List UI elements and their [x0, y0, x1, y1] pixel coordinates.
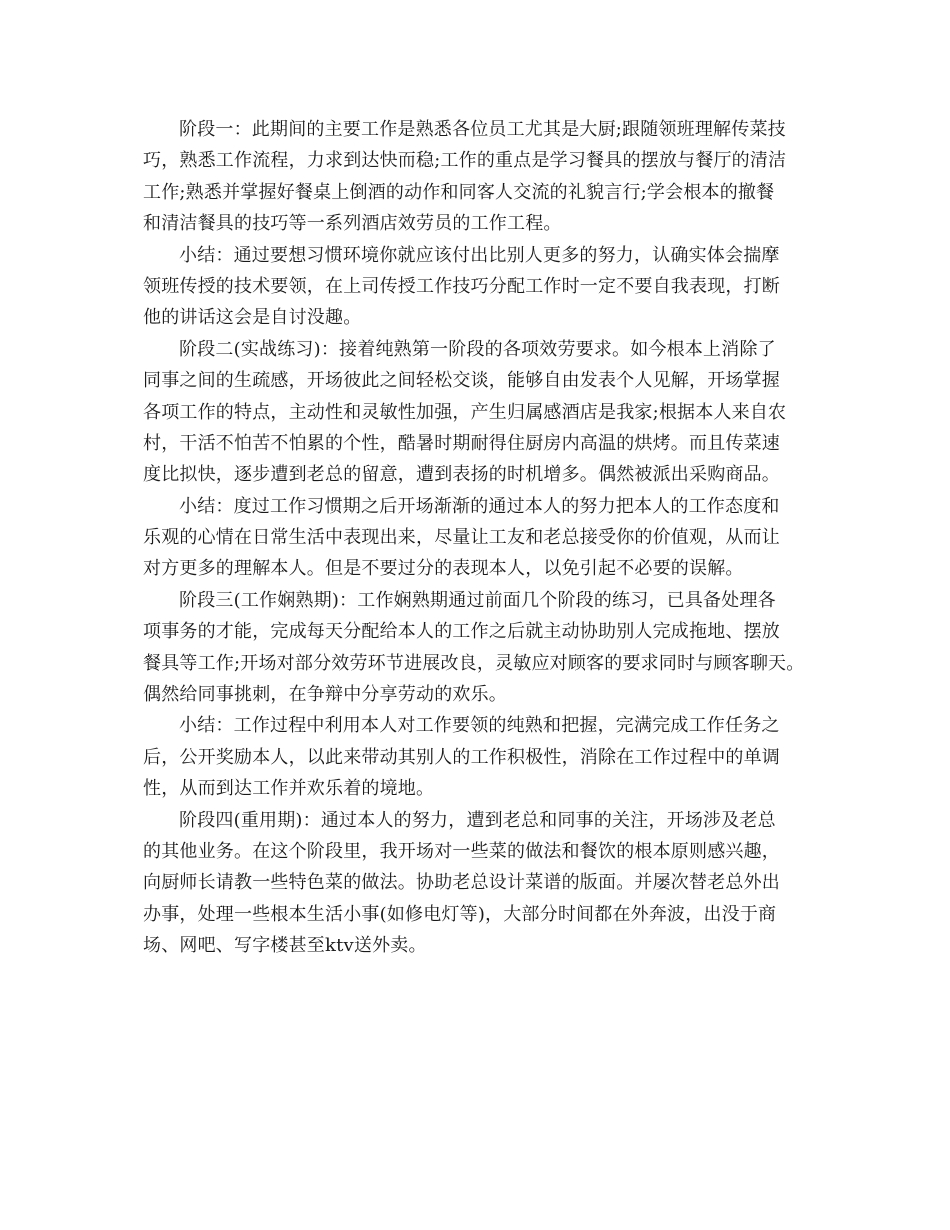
paragraph-stage-2-line: 村，干活不怕苦不怕累的个性，酷暑时期耐得住厨房内高温的烘烤。而且传菜速 — [143, 432, 780, 454]
paragraph-stage-4-line: 办事，处理一些根本生活小事(如修电灯等)，大部分时间都在外奔波，出没于商 — [143, 903, 777, 925]
paragraph-stage-4-line: 场、网吧、写字楼甚至ktv送外卖。 — [143, 935, 427, 957]
paragraph-stage-3-line: 餐具等工作;开场对部分效劳环节进展改良，灵敏应对顾客的要求同时与顾客聊天。 — [143, 652, 805, 674]
paragraph-stage-3-line: 偶然给同事挑刺，在争辩中分享劳动的欢乐。 — [143, 684, 507, 706]
paragraph-summary-3-line: 性，从而到达工作并欢乐着的境地。 — [143, 778, 435, 800]
paragraph-summary-3-line: 小结：工作过程中利用本人对工作要领的纯熟和把握，完满完成工作任务之 — [179, 715, 780, 737]
paragraph-summary-3-line: 后，公开奖励本人，以此来带动其别人的工作积极性，消除在工作过程中的单调 — [143, 746, 780, 768]
paragraph-summary-2-line: 小结：度过工作习惯期之后开场渐渐的通过本人的努力把本人的工作态度和 — [179, 495, 780, 517]
paragraph-stage-2-line: 度比拟快，逐步遭到老总的留意，遭到表扬的时机增多。偶然被派出采购商品。 — [143, 464, 780, 486]
paragraph-stage-4-line: 阶段四(重用期)：通过本人的努力，遭到老总和同事的关注，开场涉及老总 — [179, 809, 776, 831]
paragraph-stage-1-line: 巧，熟悉工作流程，力求到达快而稳;工作的重点是学习餐具的摆放与餐厅的清洁 — [143, 150, 787, 172]
paragraph-summary-2-line: 乐观的心情在日常生活中表现出来，尽量让工友和老总接受你的价值观，从而让 — [143, 527, 780, 549]
paragraph-stage-4-line: 向厨师长请教一些特色菜的做法。协助老总设计菜谱的版面。并屡次替老总外出 — [143, 872, 780, 894]
document-body — [143, 114, 823, 962]
paragraph-stage-1-line: 阶段一：此期间的主要工作是熟悉各位员工尤其是大厨;跟随领班理解传菜技 — [179, 119, 786, 140]
paragraph-summary-1-line: 领班传授的技术要领，在上司传授工作技巧分配工作时一定不要自我表现，打断 — [143, 275, 780, 297]
paragraph-stage-3-line: 阶段三(工作娴熟期)：工作娴熟期通过前面几个阶段的练习，已具备处理各 — [179, 589, 776, 611]
paragraph-stage-2-line: 同事之间的生疏感，开场彼此之间轻松交谈，能够自由发表个人见解，开场掌握 — [143, 370, 780, 392]
paragraph-stage-4-line: 的其他业务。在这个阶段里，我开场对一些菜的做法和餐饮的根本原则感兴趣， — [143, 840, 780, 862]
paragraph-stage-1-line: 和清洁餐具的技巧等一系列酒店效劳员的工作工程。 — [143, 213, 562, 235]
paragraph-summary-1-line: 他的讲话这会是自讨没趣。 — [143, 307, 362, 329]
paragraph-stage-2-line: 各项工作的特点，主动性和灵敏性加强，产生归属感酒店是我家;根据本人来自农 — [143, 401, 787, 423]
paragraph-summary-1-line: 小结：通过要想习惯环境你就应该付出比别人更多的努力，认确实体会揣摩 — [179, 244, 780, 266]
paragraph-stage-1-line: 工作;熟悉并掌握好餐桌上倒酒的动作和同客人交流的礼貌言行;学会根本的撤餐 — [143, 181, 775, 203]
paragraph-stage-2-line: 阶段二(实战练习)：接着纯熟第一阶段的各项效劳要求。如今根本上消除了 — [179, 338, 776, 360]
paragraph-summary-2-line: 对方更多的理解本人。但是不要过分的表现本人，以免引起不必要的误解。 — [143, 558, 744, 580]
paragraph-stage-3-line: 项事务的才能，完成每天分配给本人的工作之后就主动协助别人完成拖地、摆放 — [143, 621, 780, 643]
